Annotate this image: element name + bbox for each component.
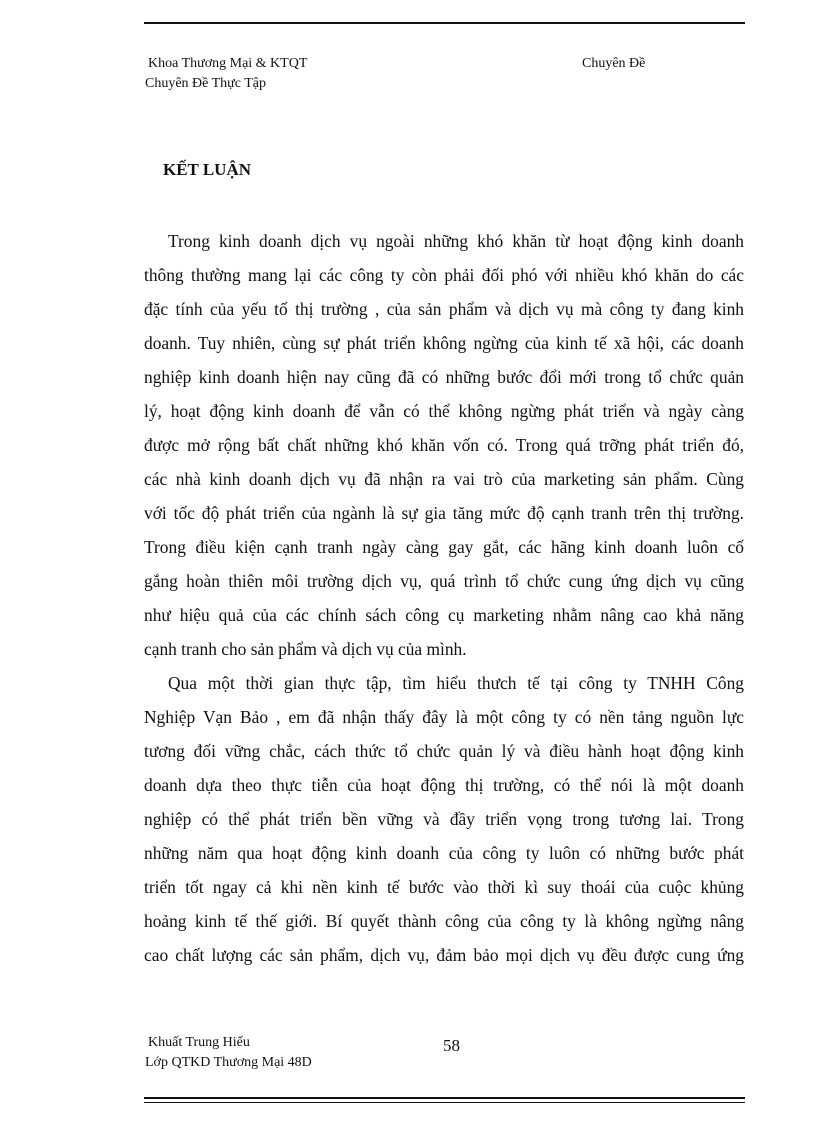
text-line: những năm qua hoạt động kinh doanh của công ty luôn có những bước phát bbox=[144, 843, 744, 863]
text-line: như hiệu quả của các chính sách công cụ marketing nhằm nâng cao khả năng bbox=[144, 605, 744, 625]
text-line: gắng hoàn thiên môi trường dịch vụ, quá trình tổ chức cung ứng dịch vụ cũng bbox=[144, 571, 744, 591]
text-line: đặc tính của yếu tố thị trường , của sản phẩm và dịch vụ mà công ty đang kinh bbox=[144, 299, 744, 319]
text-line: doanh. Tuy nhiên, cùng sự phát triển không ngừng của kinh tế xã hội, các doanh bbox=[144, 333, 744, 353]
text-line: được mở rộng bất chất những khó khăn vốn có. Trong quá trỡng phát triển đó, bbox=[144, 435, 744, 455]
text-line: với tốc độ phát triển của ngành là sự gia tăng mức độ cạnh tranh trên thị trường. bbox=[144, 503, 744, 523]
header-report-type: Chuyên Đề Thực Tập bbox=[145, 76, 266, 91]
footer-rule-thick bbox=[144, 1097, 745, 1099]
text-line: lý, hoạt động kinh doanh để vẫn có thể không ngừng phát triển và ngày càng bbox=[144, 401, 744, 421]
text-line: hoảng kinh tế thế giới. Bí quyết thành công của công ty là không ngừng nâng bbox=[144, 911, 744, 931]
section-title: KẾT LUẬN bbox=[163, 160, 252, 179]
text-line: cạnh tranh cho sản phẩm và dịch vụ của mình. bbox=[144, 639, 467, 659]
text-line: nghiệp có thể phát triển bền vững và đầy triển vọng trong tương lai. Trong bbox=[144, 809, 744, 829]
footer-rule-thin bbox=[144, 1102, 745, 1103]
text-line: Trong kinh doanh dịch vụ ngoài những khó khăn từ hoạt động kinh doanh bbox=[168, 231, 744, 251]
text-line: các nhà kinh doanh dịch vụ đã nhận ra vai trò của marketing sản phẩm. Cùng bbox=[144, 469, 744, 489]
text-line: nghiệp kinh doanh hiện nay cũng đã có những bước đổi mới trong tổ chức quản bbox=[144, 367, 744, 387]
text-line: doanh dựa theo thực tiễn của hoạt động thị trường, có thể nói là một doanh bbox=[144, 775, 744, 795]
text-line: thông thường mang lại các công ty còn phải đối phó với nhiều khó khăn do các bbox=[144, 265, 744, 285]
header-faculty: Khoa Thương Mại & KTQT bbox=[148, 56, 308, 71]
footer-author: Khuất Trung Hiếu bbox=[148, 1035, 250, 1050]
text-line: cao chất lượng các sản phẩm, dịch vụ, đảm bảo mọi dịch vụ đều được cung ứng bbox=[144, 945, 744, 965]
header-rule bbox=[144, 22, 745, 24]
text-line: tương đối vững chắc, cách thức tổ chức quản lý và điều hành hoạt động kinh bbox=[144, 741, 744, 761]
header-topic: Chuyên Đề bbox=[582, 56, 646, 71]
paragraph-1 bbox=[144, 224, 744, 666]
paragraph-2 bbox=[144, 666, 744, 972]
footer-class: Lớp QTKD Thương Mại 48D bbox=[145, 1055, 312, 1070]
text-line: Nghiệp Vạn Bảo , em đã nhận thấy đây là một công ty có nền tảng nguồn lực bbox=[144, 707, 744, 727]
page-number: 58 bbox=[443, 1036, 460, 1055]
body-text bbox=[144, 224, 744, 972]
text-line: triển tốt ngay cả khi nền kinh tế bước vào thời kì suy thoái của cuộc khủng bbox=[144, 877, 744, 897]
text-line: Qua một thời gian thực tập, tìm hiểu thưch tế tại công ty TNHH Công bbox=[168, 673, 744, 693]
text-line: Trong điều kiện cạnh tranh ngày càng gay gắt, các hãng kinh doanh luôn cố bbox=[144, 537, 744, 557]
